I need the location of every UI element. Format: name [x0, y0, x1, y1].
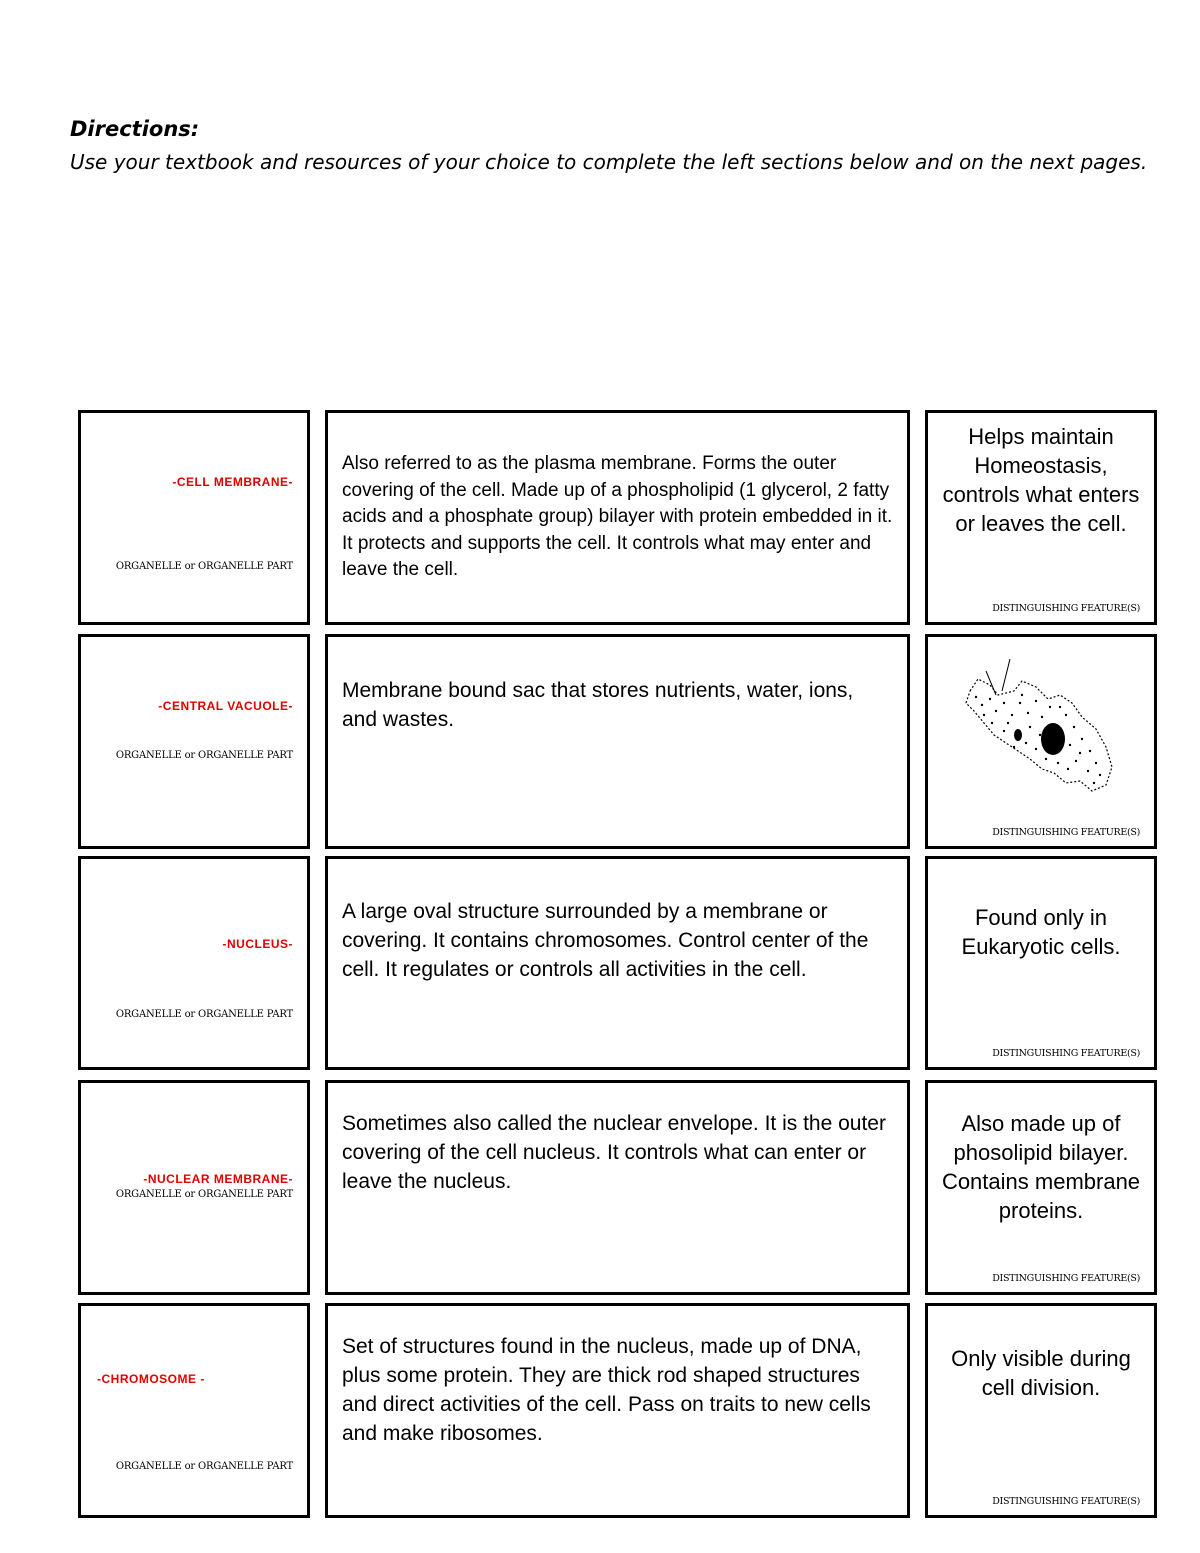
description-text: Sometimes also called the nuclear envelope. It is the outer covering of the cell nucleus. It controls what can enter or leave the nucleus.: [342, 1112, 886, 1193]
organelle-caption: ORGANELLE or ORGANELLE PART: [115, 1189, 293, 1200]
organelle-box-nuclear-membrane: [78, 1080, 310, 1295]
feature-caption: DISTINGUISHING FEATURE(S): [992, 1048, 1140, 1059]
description-box-nuclear-membrane: [325, 1080, 910, 1295]
description-text: A large oval structure surrounded by a membrane or covering. It contains chromosomes. Control center of the cell. It regulates or controls all activities in the cell.: [342, 900, 869, 981]
description-box-central-vacuole: [325, 634, 910, 849]
feature-text: Only visible during cell division.: [951, 1346, 1131, 1400]
organelle-box-nucleus: [78, 856, 310, 1070]
organelle-name: -CELL MEMBRANE-: [172, 475, 293, 489]
feature-text: Helps maintain Homeostasis, controls what enters or leaves the cell.: [942, 424, 1140, 536]
organelle-box-chromosome: [78, 1303, 310, 1518]
organelle-box-cell-membrane: [78, 410, 310, 625]
organelle-name: -NUCLEUS-: [222, 937, 293, 951]
feature-text: Found only in Eukaryotic cells.: [961, 905, 1121, 959]
description-text: Membrane bound sac that stores nutrients, water, ions, and wastes.: [342, 679, 854, 731]
description-box-cell-membrane: [325, 410, 910, 625]
feature-box-central-vacuole: [925, 634, 1157, 849]
feature-caption: DISTINGUISHING FEATURE(S): [992, 827, 1140, 838]
organelle-box-central-vacuole: [78, 634, 310, 849]
description-text: Also referred to as the plasma membrane. Forms the outer covering of the cell. Made up of a phospholipid (1 glycerol, 2 fatty acids and a phosphate group) bilayer with protein embedded in it. It protects and supports the cell. It controls what may enter and leave the cell.: [342, 453, 893, 580]
feature-text: Also made up of phosolipid bilayer. Contains membrane proteins.: [941, 1111, 1141, 1223]
feature-box-nuclear-membrane: [925, 1080, 1157, 1295]
directions: [70, 116, 1150, 178]
description-box-nucleus: [325, 856, 910, 1070]
feature-caption: DISTINGUISHING FEATURE(S): [992, 603, 1140, 614]
amoeba-cell-drawing: [956, 651, 1126, 801]
organelle-caption: ORGANELLE or ORGANELLE PART: [115, 1009, 293, 1020]
organelle-name: -CENTRAL VACUOLE-: [158, 699, 293, 713]
feature-box-chromosome: [925, 1303, 1157, 1518]
feature-box-nucleus: [925, 856, 1157, 1070]
organelle-name: -CHROMOSOME -: [97, 1372, 205, 1386]
description-text: Set of structures found in the nucleus, made up of DNA, plus some protein. They are thick rod shaped structures and direct activities of the cell. Pass on traits to new cells and make ribosomes.: [342, 1335, 871, 1445]
organelle-caption: ORGANELLE or ORGANELLE PART: [115, 561, 293, 572]
organelle-caption: ORGANELLE or ORGANELLE PART: [115, 1461, 293, 1472]
feature-caption: DISTINGUISHING FEATURE(S): [992, 1496, 1140, 1507]
directions-title: Directions:: [70, 117, 200, 141]
organelle-caption: ORGANELLE or ORGANELLE PART: [115, 750, 293, 761]
feature-caption: DISTINGUISHING FEATURE(S): [992, 1273, 1140, 1284]
feature-box-cell-membrane: [925, 410, 1157, 625]
directions-text: Use your textbook and resources of your choice to complete the left sections below and on the next pages.: [70, 150, 1148, 174]
description-box-chromosome: [325, 1303, 910, 1518]
organelle-name: -NUCLEAR MEMBRANE-: [143, 1172, 293, 1186]
